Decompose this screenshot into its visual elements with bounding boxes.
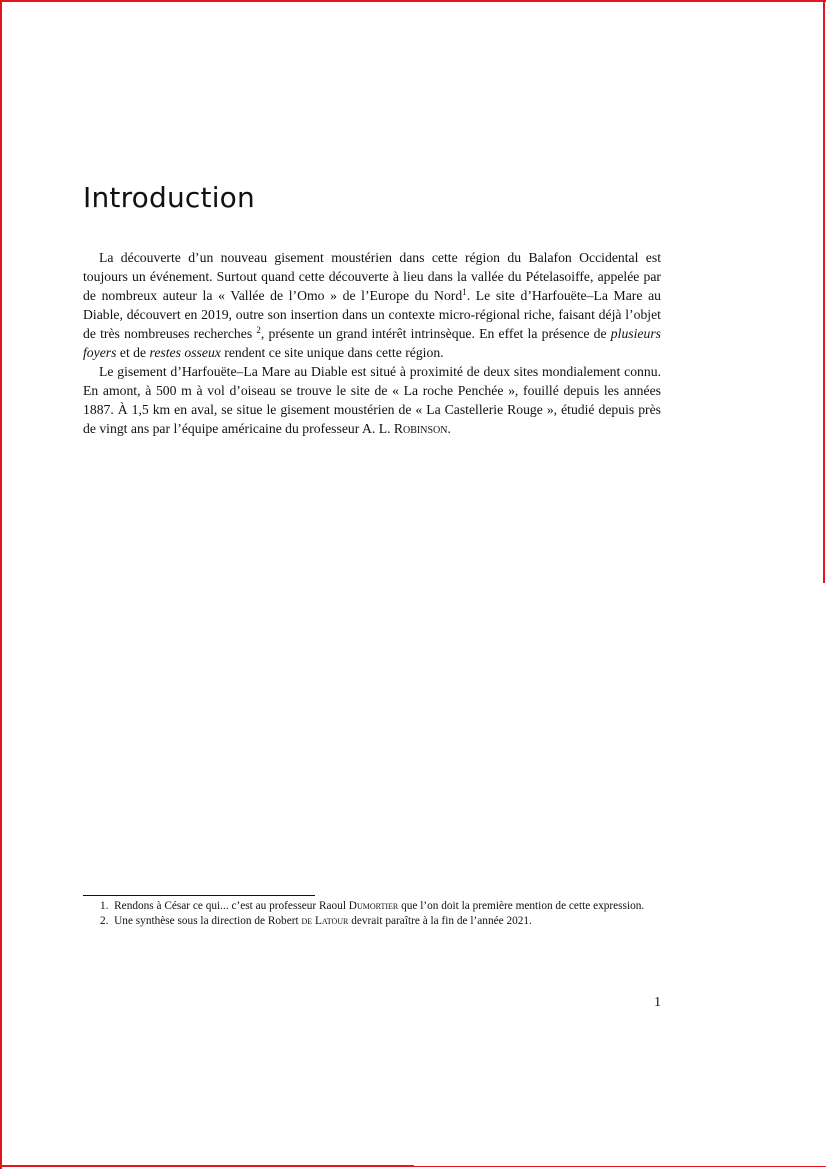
- author-name-de-latour: de Latour: [301, 915, 349, 927]
- footnote-2-text-b: devrait paraître à la fin de l’année 2021.: [348, 915, 532, 927]
- paragraph-1-text-a: La découverte d’un nouveau gisement moustérien dans cette région du Balafon Occidental est toujours un événement. Surtout quand cette découverte à lieu dans la vallée du Pételasoiffe, appelée par de nombreux auteur la « Vallée de l’Omo » de l’Europe du Nord: [83, 250, 661, 303]
- frame-border-top: [0, 0, 826, 2]
- frame-border-bottom-thin: [414, 1166, 826, 1167]
- footnote-separator: [83, 895, 315, 896]
- emphasis-plusieurs-foyers: plusieurs foyers: [83, 326, 661, 360]
- frame-border-right: [823, 0, 825, 583]
- page-number: 1: [654, 994, 661, 1009]
- footnote-1-number: 1.: [100, 900, 109, 912]
- paragraph-1-text-c: , présente un grand intérêt intrinsèque. En effet la présence de: [260, 326, 611, 341]
- paragraph-2: [83, 362, 661, 438]
- paragraph-1-text-d: et de: [116, 345, 150, 360]
- footnote-1-text-b: que l’on doit la première mention de cette expression.: [398, 900, 645, 912]
- body-text: [83, 248, 661, 438]
- section-heading: Introduction: [83, 181, 255, 214]
- paragraph-1-text-e: rendent ce site unique dans cette région.: [220, 345, 444, 360]
- paragraph-2-text-b: .: [447, 421, 451, 436]
- author-name-dumortier: Dumortier: [348, 900, 399, 912]
- footnotes: [83, 899, 661, 929]
- footnote-1-text-a: Rendons à César ce qui... c’est au professeur Raoul: [114, 900, 349, 912]
- paragraph-1: [83, 248, 661, 362]
- paragraph-1-text-b: . Le site d’Harfouëte–La Mare au Diable, découvert en 2019, outre son insertion dans un contexte micro-régional riche, faisant déjà l’objet de très nombreuses recherches: [83, 288, 661, 341]
- footnote-2-number: 2.: [100, 915, 109, 927]
- footnote-1: [83, 899, 661, 914]
- frame-border-bottom: [0, 1165, 414, 1167]
- footnote-ref-2[interactable]: 2: [256, 325, 261, 335]
- frame-border-left: [0, 0, 2, 1169]
- footnote-2-text-a: Une synthèse sous la direction de Robert: [114, 915, 302, 927]
- footnote-2: [83, 914, 661, 929]
- paragraph-2-text-a: Le gisement d’Harfouëte–La Mare au Diable est situé à proximité de deux sites mondialement connu. En amont, à 500 m à vol d’oiseau se trouve le site de « La roche Penchée », fouillé depuis les années 1887. À 1,5 km en aval, se situe le gisement moustérien de « La Castellerie Rouge », étudié depuis près de vingt ans par l’équipe américaine du professeur A. L.: [83, 364, 661, 436]
- emphasis-restes-osseux: restes osseux: [149, 345, 221, 360]
- author-name-robinson: Robinson: [393, 421, 448, 436]
- footnote-ref-1[interactable]: 1: [462, 287, 467, 297]
